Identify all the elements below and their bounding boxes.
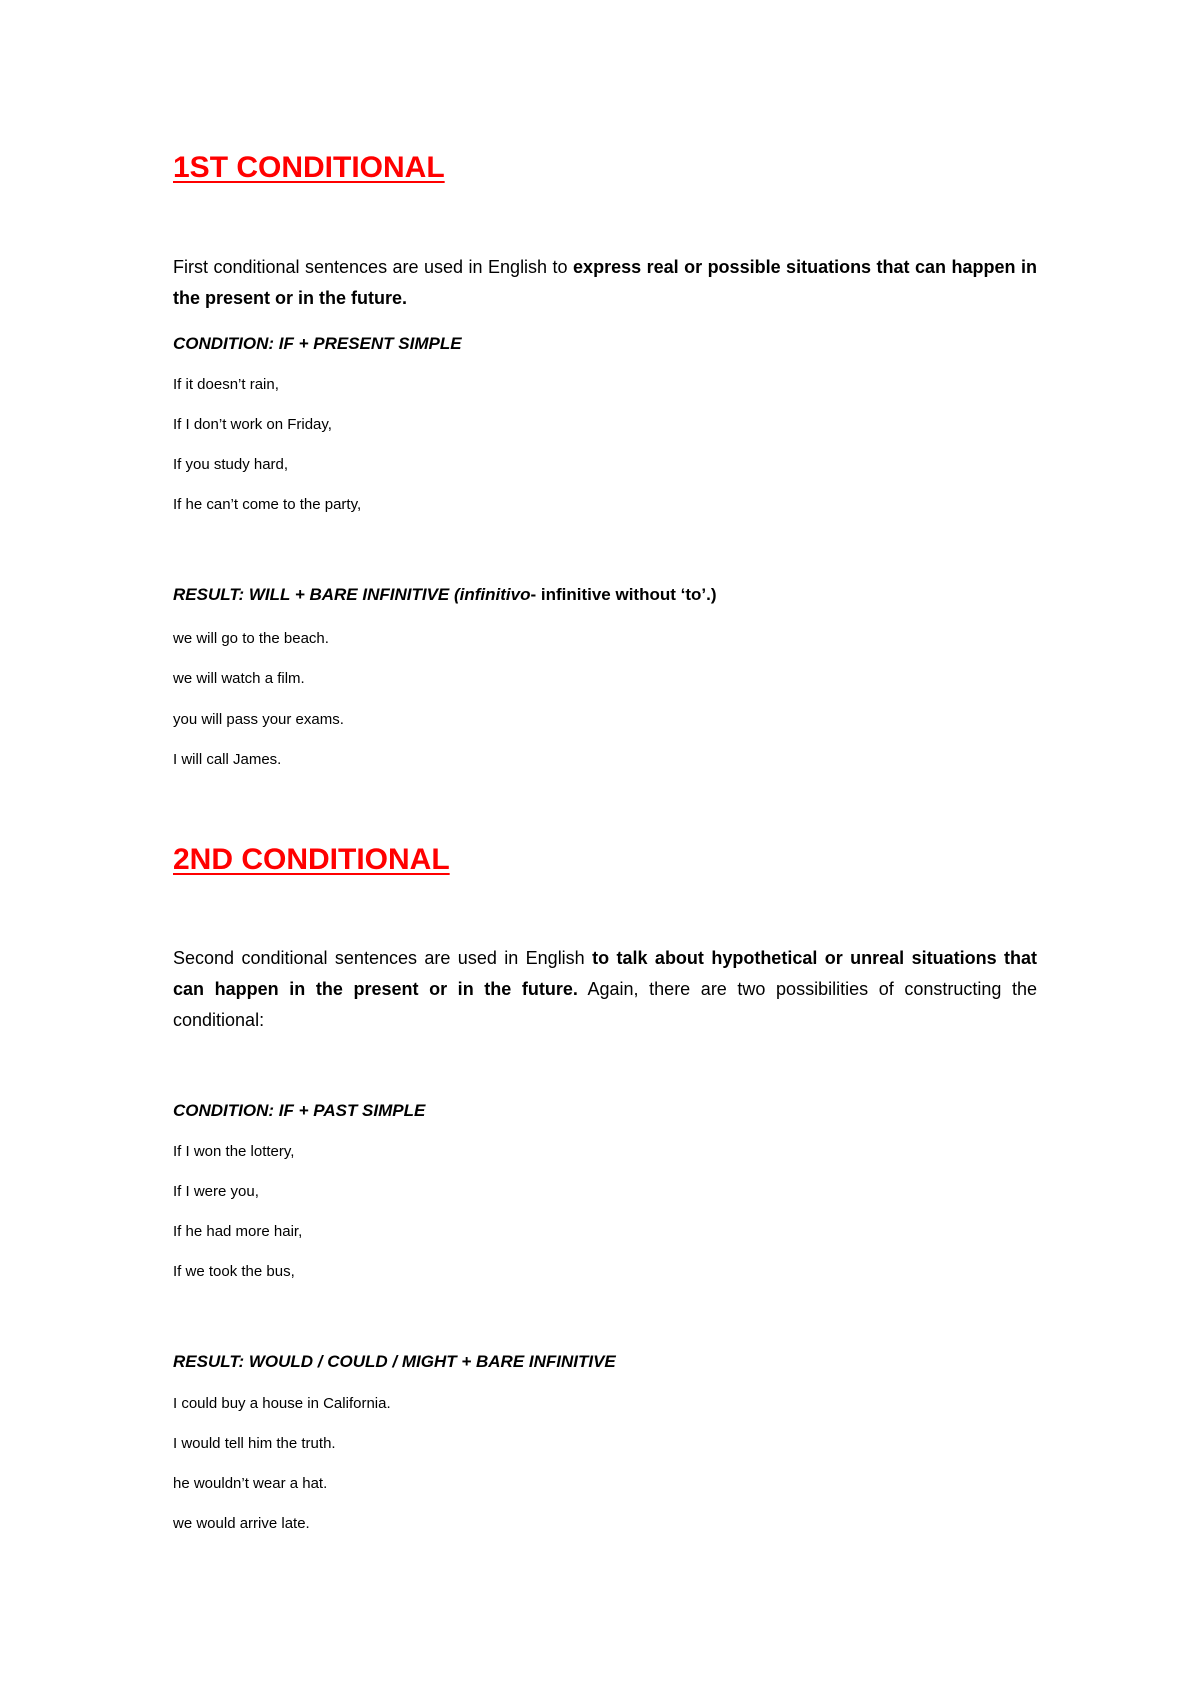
result-label-rest: - infinitive without ‘to’.) [530, 585, 717, 604]
condition-example: If we took the bus, [173, 1263, 295, 1280]
intro-plain-text-end: Again, there are two possibilities of constructing the conditional: [173, 979, 1037, 1030]
condition-label-1st: CONDITION: IF + PRESENT SIMPLE [173, 334, 462, 353]
result-example: I could buy a house in California. [173, 1395, 391, 1412]
result-example: I will call James. [173, 751, 282, 768]
section-heading-2nd-conditional: 2ND CONDITIONAL [173, 843, 450, 876]
condition-example: If he can’t come to the party, [173, 496, 362, 513]
condition-example: If it doesn’t rain, [173, 376, 279, 393]
result-label-italic-word: infinitivo [459, 585, 531, 604]
intro-bold-text: to talk about hypothetical or unreal situations that can happen in the present or in the future. [173, 948, 1037, 999]
result-example: he wouldn’t wear a hat. [173, 1475, 328, 1492]
section-intro-1st-conditional [173, 252, 1037, 314]
result-example: we would arrive late. [173, 1515, 310, 1532]
result-example: we will go to the beach. [173, 630, 329, 647]
result-label-2nd: RESULT: WOULD / COULD / MIGHT + BARE INFINITIVE [173, 1352, 616, 1371]
result-example: we will watch a film. [173, 670, 305, 687]
intro-plain-text: First conditional sentences are used in English to [173, 257, 574, 277]
condition-example: If I don’t work on Friday, [173, 416, 332, 433]
intro-plain-text: Second conditional sentences are used in English [173, 948, 593, 968]
result-label-italic: RESULT: WILL + BARE INFINITIVE ( [173, 585, 460, 604]
condition-label-2nd: CONDITION: IF + PAST SIMPLE [173, 1101, 426, 1120]
section-intro-2nd-conditional [173, 943, 1037, 1036]
condition-example: If he had more hair, [173, 1223, 303, 1240]
condition-example: If I won the lottery, [173, 1143, 295, 1160]
result-example: you will pass your exams. [173, 711, 344, 728]
result-example: I would tell him the truth. [173, 1435, 336, 1452]
result-label-1st [173, 585, 717, 605]
intro-bold-text: express real or possible situations that can happen in the present or in the future. [173, 257, 1037, 308]
condition-example: If you study hard, [173, 456, 289, 473]
section-heading-1st-conditional: 1ST CONDITIONAL [173, 151, 445, 184]
condition-example: If I were you, [173, 1183, 259, 1200]
